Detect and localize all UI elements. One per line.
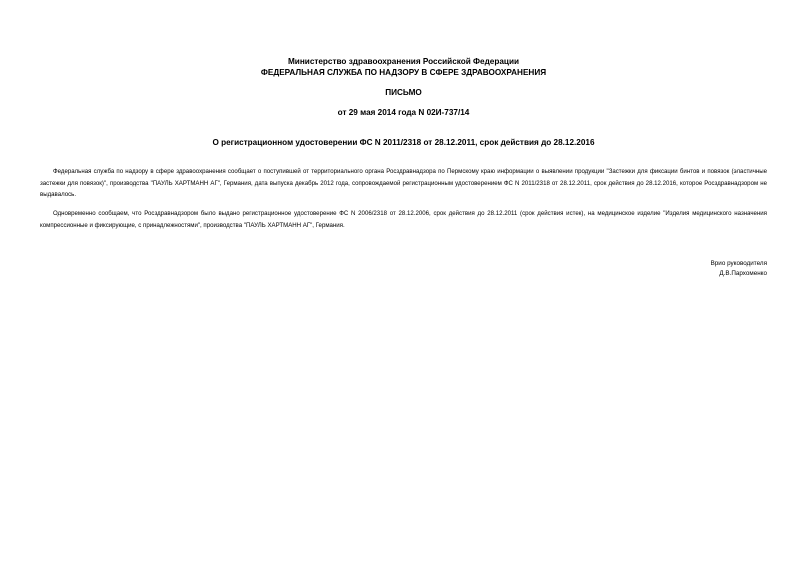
document-subject: О регистрационном удостоверении ФС N 2011/2318 от 28.12.2011, срок действия до 28.12.2016 [212,138,595,147]
ministry-name: Министерство здравоохранения Российской Федерации [287,57,520,66]
document-type: ПИСЬМО [385,88,422,97]
signature-name: Д.В.Пархоменко [719,270,767,277]
service-name: ФЕДЕРАЛЬНАЯ СЛУЖБА ПО НАДЗОРУ В СФЕРЕ ЗДРАВООХРАНЕНИЯ [260,68,547,77]
body-paragraph-2: Одновременно сообщаем, что Росздравнадзором было выдано регистрационное удостоверение ФС N 2006/2318 от 28.12.2006, срок действия до 28.12.2011 (срок действия истек), на медицинское изделие "Изделия медицинского назначения компрессионные и фиксирующие, с принадлежностями", производства "ПАУЛЬ ХАРТМАНН АГ", Германия. [40,210,767,229]
document-date-number: от 29 мая 2014 года N 02И-737/14 [337,108,470,117]
signature-position: Врио руководителя [710,260,767,267]
body-paragraph-1: Федеральная служба по надзору в сфере здравоохранения сообщает о поступившей от территориального органа Росздравнадзора по Пермскому краю информации о выявлении продукции "Застежки для фиксации бинтов и повязок (эластичные застежки для повязок)", производства "ПАУЛЬ ХАРТМАНН АГ", Германия, дата выпуска декабрь 2012 года, сопровождаемой регистрационным удостоверением ФС N 2011/2318 от 28.12.2011, срок действия до 28.12.2016, которое Росздравнадзором не выдавалось. [40,168,767,198]
